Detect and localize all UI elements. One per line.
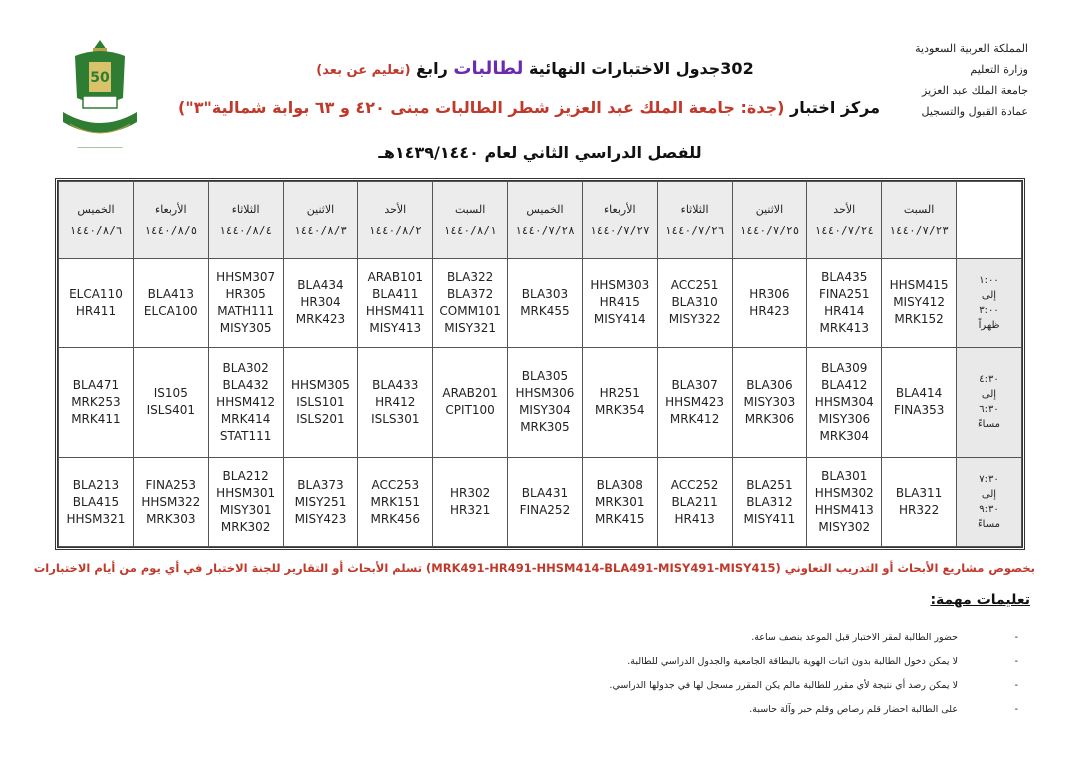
time-slot-row xyxy=(59,259,1022,348)
course-code: BLA310 xyxy=(671,295,718,310)
day-name: الأربعاء xyxy=(155,203,187,216)
day-header xyxy=(208,182,283,259)
course-code: MRK302 xyxy=(220,520,271,535)
exam-cell xyxy=(133,347,208,458)
exam-cell xyxy=(807,259,882,348)
course-code: CPIT100 xyxy=(445,403,495,418)
course-code: HHSM305 xyxy=(291,377,350,392)
course-code: MRK455 xyxy=(520,303,570,318)
course-code: HHSM322 xyxy=(141,494,201,509)
course-code: MRK414 xyxy=(220,411,271,426)
exam-cell xyxy=(807,458,882,547)
course-code: MRK151 xyxy=(370,494,421,509)
course-code: BLA213 xyxy=(72,477,120,492)
course-code: BLA412 xyxy=(821,377,868,392)
exam-cell xyxy=(59,347,134,458)
day-name: الأحد xyxy=(384,203,407,216)
exam-cell xyxy=(508,458,583,547)
course-code: ISLS201 xyxy=(296,411,345,426)
course-code: HHSM304 xyxy=(814,394,874,409)
course-code: BLA435 xyxy=(821,269,868,284)
exam-cell xyxy=(208,347,283,458)
course-code: MISY423 xyxy=(294,511,347,526)
course-code: BLA415 xyxy=(72,494,120,509)
course-code: HR305 xyxy=(225,286,266,301)
instruction-text: حضور الطالبة لمقر الاختبار قبل الموعد بنصف ساعة. xyxy=(751,632,958,643)
course-code: ELCA100 xyxy=(143,303,198,318)
instruction-item xyxy=(518,650,1018,674)
course-code: HR415 xyxy=(599,295,640,310)
svg-text:50: 50 xyxy=(90,70,110,86)
time-slot-text: ٧:٣٠ xyxy=(979,474,999,486)
day-date: ١٤٤٠/٧/٢٤ xyxy=(814,224,875,237)
day-header xyxy=(358,182,433,259)
course-code: HR321 xyxy=(449,503,491,518)
course-code: BLA322 xyxy=(446,269,494,284)
course-code: BLA373 xyxy=(297,477,344,492)
course-code: BLA312 xyxy=(746,494,793,509)
time-slot-text: ١:٠٠ xyxy=(979,274,999,286)
course-code: HHSM301 xyxy=(216,486,276,501)
title-remote: (تعليم عن بعد) xyxy=(316,63,411,78)
course-code: BLA311 xyxy=(895,486,943,501)
exam-cell xyxy=(582,259,657,348)
exam-schedule-table xyxy=(55,178,1025,550)
exam-cell xyxy=(582,347,657,458)
exam-cell xyxy=(358,458,433,547)
time-slot-label xyxy=(957,259,1022,348)
course-code: HHSM423 xyxy=(665,394,725,409)
time-slot-label xyxy=(957,347,1022,458)
course-code: HHSM302 xyxy=(814,486,874,501)
exam-cell xyxy=(433,458,508,547)
day-header xyxy=(882,182,957,259)
time-slot-text: ٣:٠٠ xyxy=(979,304,999,316)
time-slot-text: مساءً xyxy=(977,519,1001,531)
exam-cell xyxy=(433,259,508,348)
course-code: MRK412 xyxy=(669,411,720,426)
exam-cell xyxy=(508,347,583,458)
course-code: MRK303 xyxy=(146,511,196,526)
course-code: BLA413 xyxy=(147,286,194,301)
university-name: جامعة الملك عبد العزيز xyxy=(922,84,1028,97)
projects-note: بخصوص مشاريع الأبحاث أو التدريب التعاوني (MRK491-HR491-HHSM414-BLA491-MISY491-MISY415) تسلم الأبحاث أو التقارير للجنة الاختبار في أي يوم من أيام الاختبارات xyxy=(33,561,1035,575)
course-code: MISY304 xyxy=(519,403,571,418)
course-code: ISLS101 xyxy=(296,394,345,409)
course-code: BLA301 xyxy=(821,469,868,484)
exam-cell xyxy=(882,458,957,547)
day-date: ١٤٤٠/٨/٤ xyxy=(219,224,273,237)
course-code: BLA308 xyxy=(596,477,643,492)
course-code: MISY306 xyxy=(818,411,871,426)
instruction-item xyxy=(518,674,1018,698)
course-code: STAT111 xyxy=(219,428,272,443)
course-code: FINA353 xyxy=(893,403,945,418)
center-gate: "٣") xyxy=(178,98,212,117)
day-name: الخميس xyxy=(526,203,564,216)
course-code: HR411 xyxy=(75,303,117,318)
course-code: BLA212 xyxy=(222,469,269,484)
time-slot-row xyxy=(59,347,1022,458)
day-header xyxy=(433,182,508,259)
exam-cell xyxy=(208,458,283,547)
exam-cell xyxy=(732,259,807,348)
course-code: FINA251 xyxy=(818,286,870,301)
course-code: HHSM413 xyxy=(814,503,874,518)
exam-cell xyxy=(433,347,508,458)
ministry-name: وزارة التعليم xyxy=(970,63,1028,76)
exam-center-line xyxy=(178,98,880,117)
exam-cell xyxy=(208,259,283,348)
course-code: MISY302 xyxy=(818,520,871,535)
day-name: السبت xyxy=(903,203,935,216)
exam-cell xyxy=(283,347,358,458)
day-header xyxy=(508,182,583,259)
time-slot-text: إلى xyxy=(981,489,997,501)
course-code: BLA471 xyxy=(72,377,120,392)
day-date: ١٤٤٠/٨/٥ xyxy=(144,224,198,237)
day-date: ١٤٤٠/٨/١ xyxy=(443,224,497,237)
exam-cell xyxy=(59,259,134,348)
course-code: BLA251 xyxy=(746,477,793,492)
title-part2: رابغ xyxy=(410,59,454,78)
course-code: BLA305 xyxy=(521,369,569,384)
course-code: BLA309 xyxy=(821,360,868,375)
day-date: ١٤٤٠/٧/٢٨ xyxy=(515,224,575,237)
day-name: الثلاثاء xyxy=(680,203,709,216)
course-code: HR413 xyxy=(674,511,715,526)
course-code: MRK152 xyxy=(894,312,944,327)
instruction-text: على الطالبة احضار قلم رصاص وقلم حبر وآلة حاسبة. xyxy=(749,704,958,715)
university-logo xyxy=(55,38,145,150)
day-header xyxy=(582,182,657,259)
course-code: ISLS301 xyxy=(371,411,420,426)
svg-text:_______________: _______________ xyxy=(77,141,123,148)
instruction-text: لا يمكن دخول الطالبة بدون اثبات الهوية بالبطاقة الجامعية والجدول الدراسي للطالبة. xyxy=(627,656,958,667)
day-date: ١٤٤٠/٨/٦ xyxy=(69,224,123,237)
day-name: الأحد xyxy=(833,203,856,216)
time-slot-text: ٦:٣٠ xyxy=(979,404,999,416)
exam-cell xyxy=(732,458,807,547)
course-code: MISY303 xyxy=(743,394,796,409)
course-code: BLA303 xyxy=(521,286,569,301)
time-slot-text: إلى xyxy=(981,389,997,401)
course-code: MRK253 xyxy=(71,394,121,409)
course-code: MRK305 xyxy=(520,420,570,435)
course-code: MISY305 xyxy=(219,320,272,335)
course-code: MISY411 xyxy=(743,511,796,526)
course-code: BLA434 xyxy=(297,278,344,293)
course-code: FINA252 xyxy=(519,503,571,518)
day-header-row xyxy=(59,182,1022,259)
exam-cell xyxy=(133,259,208,348)
course-code: BLA307 xyxy=(671,377,718,392)
course-code: HHSM306 xyxy=(515,386,575,401)
day-date: ١٤٤٠/٨/٢ xyxy=(368,224,422,237)
course-code: MRK306 xyxy=(744,411,795,426)
title-number: 302 xyxy=(720,59,754,78)
course-code: MRK304 xyxy=(819,428,869,443)
course-code: ISLS401 xyxy=(146,403,195,418)
bullet-dash: - xyxy=(1014,632,1018,643)
center-label: مركز اختبار xyxy=(784,98,880,117)
day-name: السبت xyxy=(454,203,486,216)
course-code: ACC253 xyxy=(371,477,420,492)
course-code: MATH111 xyxy=(217,303,275,318)
exam-cell xyxy=(807,347,882,458)
course-code: IS105 xyxy=(153,386,188,401)
bullet-dash: - xyxy=(1014,704,1018,715)
country-name: المملكة العربية السعودية xyxy=(915,42,1028,55)
deanship-name: عمادة القبول والتسجيل xyxy=(921,105,1028,118)
day-header xyxy=(732,182,807,259)
bullet-dash: - xyxy=(1014,656,1018,667)
instruction-text: لا يمكن رصد أي نتيجة لأي مقرر للطالبة مالم يكن المقرر مسجل لها في جدولها الدراسي. xyxy=(609,680,958,691)
exam-cell xyxy=(283,259,358,348)
course-code: HHSM303 xyxy=(590,278,650,293)
center-city: (جدة: xyxy=(734,98,785,117)
course-code: MISY301 xyxy=(219,503,272,518)
day-header xyxy=(657,182,732,259)
time-slot-text: ظهراً xyxy=(978,319,1000,331)
bullet-dash: - xyxy=(1014,680,1018,691)
page-title xyxy=(290,58,780,79)
instruction-item xyxy=(518,698,1018,722)
exam-cell xyxy=(508,259,583,348)
day-date: ١٤٤٠/٧/٢٥ xyxy=(739,224,800,237)
title-highlight: لطالبات xyxy=(453,58,524,79)
course-code: HHSM307 xyxy=(216,269,276,284)
course-code: HHSM412 xyxy=(216,394,276,409)
time-slot-label xyxy=(957,458,1022,547)
course-code: ARAB201 xyxy=(442,386,498,401)
day-date: ١٤٤٠/٧/٢٦ xyxy=(664,224,725,237)
day-header xyxy=(807,182,882,259)
time-slot-text: مساءً xyxy=(977,419,1001,431)
time-slot-header xyxy=(957,182,1022,259)
course-code: HR304 xyxy=(300,295,341,310)
course-code: BLA432 xyxy=(222,377,269,392)
course-code: BLA306 xyxy=(746,377,793,392)
course-code: HR414 xyxy=(824,303,865,318)
time-slot-text: ٩:٣٠ xyxy=(979,504,999,516)
course-code: BLA211 xyxy=(671,494,718,509)
course-code: BLA433 xyxy=(372,377,419,392)
day-header xyxy=(283,182,358,259)
course-code: MISY414 xyxy=(593,312,646,327)
course-code: ACC251 xyxy=(670,278,719,293)
course-code: MISY251 xyxy=(294,494,347,509)
course-code: HR322 xyxy=(898,503,940,518)
exam-cell xyxy=(882,347,957,458)
course-code: BLA372 xyxy=(446,286,494,301)
course-code: COMM101 xyxy=(439,303,501,318)
exam-cell xyxy=(657,259,732,348)
course-code: MISY322 xyxy=(668,312,721,327)
exam-cell xyxy=(657,347,732,458)
exam-cell xyxy=(358,347,433,458)
day-name: الاثنين xyxy=(755,203,784,216)
exam-cell xyxy=(59,458,134,547)
course-code: HR306 xyxy=(749,286,790,301)
course-code: ARAB101 xyxy=(367,269,423,284)
course-code: HHSM415 xyxy=(889,278,949,293)
course-code: HR302 xyxy=(449,486,491,501)
time-slot-text: إلى xyxy=(981,289,997,301)
course-code: HR412 xyxy=(375,394,416,409)
day-name: الأربعاء xyxy=(604,203,636,216)
course-code: BLA414 xyxy=(895,386,943,401)
course-code: MRK456 xyxy=(370,511,421,526)
day-date: ١٤٤٠/٧/٢٧ xyxy=(589,224,650,237)
course-code: MISY412 xyxy=(893,295,945,310)
course-code: HR251 xyxy=(599,386,640,401)
course-code: HR423 xyxy=(749,303,790,318)
course-code: BLA431 xyxy=(521,486,569,501)
exam-cell xyxy=(657,458,732,547)
day-header xyxy=(59,182,134,259)
instructions-title: تعليمات مهمة: xyxy=(930,592,1030,608)
course-code: HHSM411 xyxy=(365,303,425,318)
course-code: ACC252 xyxy=(670,477,719,492)
exam-cell xyxy=(732,347,807,458)
course-code: MRK423 xyxy=(295,312,346,327)
day-name: الثلاثاء xyxy=(231,203,260,216)
course-code: FINA253 xyxy=(145,477,197,492)
course-code: MISY321 xyxy=(444,320,496,335)
day-header xyxy=(133,182,208,259)
course-code: MRK415 xyxy=(595,511,645,526)
course-code: ELCA110 xyxy=(69,286,123,301)
time-slot-row xyxy=(59,458,1022,547)
course-code: BLA302 xyxy=(222,360,269,375)
exam-cell xyxy=(358,259,433,348)
day-date: ١٤٤٠/٨/٣ xyxy=(293,224,347,237)
day-date: ١٤٤٠/٧/٢٣ xyxy=(889,224,949,237)
course-code: MISY413 xyxy=(369,320,422,335)
exam-cell xyxy=(133,458,208,547)
day-name: الخميس xyxy=(77,203,115,216)
title-part1: جدول الاختبارات النهائية xyxy=(523,59,721,78)
instructions-list xyxy=(518,626,1018,722)
course-code: MRK354 xyxy=(595,403,645,418)
exam-cell xyxy=(582,458,657,547)
time-slot-text: ٤:٣٠ xyxy=(979,374,999,386)
course-code: HHSM321 xyxy=(66,511,126,526)
day-name: الاثنين xyxy=(306,203,335,216)
semester-title: للفصل الدراسي الثاني لعام ١٤٣٩/١٤٤٠هـ xyxy=(378,143,702,162)
center-location: جامعة الملك عبد العزيز شطر الطالبات مبنى ٤٢٠ و ٦٣ بوابة شمالية xyxy=(211,98,735,117)
course-code: MRK413 xyxy=(819,320,869,335)
course-code: MRK301 xyxy=(595,494,645,509)
course-code: BLA411 xyxy=(372,286,419,301)
course-code: MRK411 xyxy=(71,411,121,426)
exam-cell xyxy=(283,458,358,547)
instruction-item xyxy=(518,626,1018,650)
exam-cell xyxy=(882,259,957,348)
